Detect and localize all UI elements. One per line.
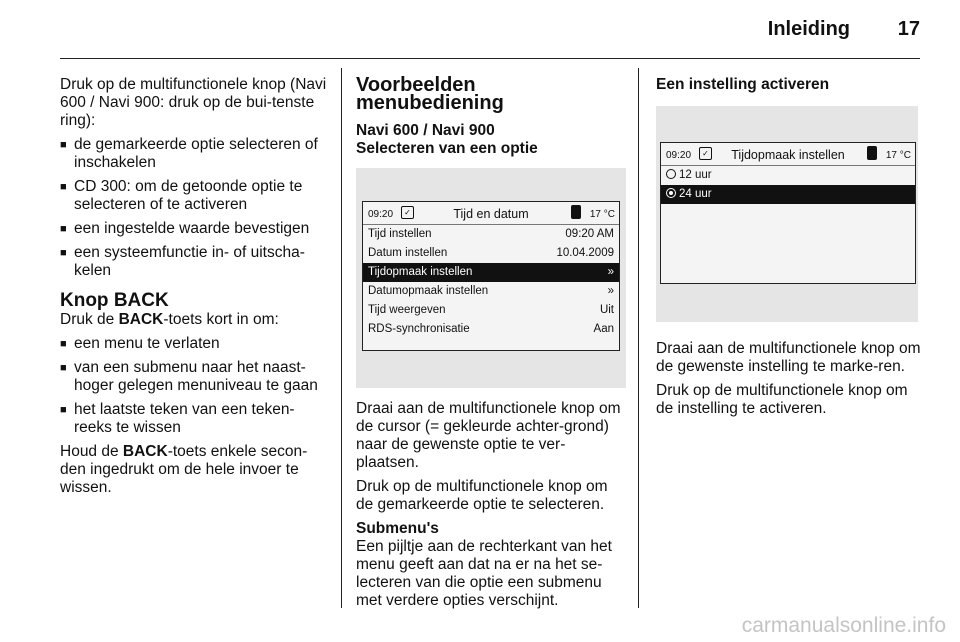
menu-item-time-format[interactable]: [363, 263, 619, 282]
column-3: [656, 76, 926, 424]
list-item: ■ een menu te verlaten: [60, 335, 328, 353]
clock-icon: ✓: [699, 147, 712, 160]
paragraph: Druk op de multifunctionele knop om de gemarkeerde optie te selecteren.: [356, 478, 608, 513]
menu-item-set-date[interactable]: [363, 244, 619, 263]
paragraph: Druk op de multifunctionele knop om de instelling te activeren.: [656, 382, 908, 417]
page-header: [60, 18, 920, 46]
menu-item-label: Datumopmaak instellen: [368, 285, 489, 297]
list-item: ■ een ingestelde waarde bevestigen: [60, 220, 328, 238]
intro-text: Druk op de multifunctionele knop (Navi 600 / Navi 900: druk op de bui-tenste ring):: [60, 76, 327, 129]
radio-icon: [666, 169, 676, 179]
submenu-arrow-icon: »: [607, 285, 614, 297]
temperature-icon: [867, 146, 877, 160]
menu-item-label: RDS-synchronisatie: [368, 323, 470, 335]
column-divider-left: [341, 68, 342, 608]
screen-topbar: [661, 143, 915, 166]
submenu-arrow-icon: »: [607, 266, 614, 278]
activate-setting-heading: Een instelling activeren: [656, 76, 830, 93]
menu-item-label: Datum instellen: [368, 247, 448, 259]
display-screen-time-format: [660, 142, 916, 284]
menu-item-date-format[interactable]: [363, 282, 619, 301]
list-item: ■ van een submenu naar het naast-hoger gelegen menuniveau te gaan: [60, 359, 328, 395]
section-title: Inleiding: [767, 18, 850, 40]
page-number: 17: [897, 18, 920, 40]
watermark: carmanualsonline.info: [741, 614, 946, 637]
clock-time: 09:20: [666, 150, 692, 161]
paragraph: Een pijltje aan de rechterkant van het menu geeft aan dat na er na het se-lecteren van die optie een submenu met verdere opties verschijnt.: [356, 538, 612, 609]
submenu-heading: Submenu's: [356, 520, 439, 537]
knob-action-list: [60, 136, 328, 280]
menu-item-set-time[interactable]: [363, 225, 619, 244]
hold-post: -toets enkele secon-den ingedrukt om de hele invoer te wissen.: [60, 443, 308, 496]
screenshot-frame-2: [656, 106, 918, 322]
menu-item-value: Aan: [593, 323, 614, 335]
back-key: BACK: [122, 443, 168, 460]
menu-item-value: Uit: [599, 304, 614, 316]
back-button-heading: Knop BACK: [60, 290, 169, 311]
back-intro-post: -toets kort in om:: [163, 311, 279, 328]
paragraph: Draai aan de multifunctionele knop om de gewenste instelling te marke-ren.: [656, 340, 921, 375]
clock-icon: ✓: [401, 206, 414, 219]
menu-item-label: Tijdopmaak instellen: [368, 266, 473, 278]
back-key: BACK: [118, 311, 164, 328]
list-item: ■ het laatste teken van een teken-reeks te wissen: [60, 401, 328, 437]
temperature: 17 °C: [589, 209, 615, 220]
menu-item-value: 10.04.2009: [556, 247, 614, 259]
radio-selected-icon: [666, 188, 676, 198]
column-divider-right: [638, 68, 639, 608]
back-intro-pre: Druk de: [60, 311, 119, 328]
column-1: [60, 76, 328, 503]
navi-heading: Navi 600 / Navi 900: [356, 122, 495, 139]
clock-time: 09:20: [368, 209, 394, 220]
select-option-heading: Selecteren van een optie: [356, 140, 538, 157]
menu-item-value: 09:20 AM: [565, 228, 614, 240]
screen-title: Tijd en datum: [453, 207, 529, 221]
list-item: ■ een systeemfunctie in- of uitscha-kelen: [60, 244, 328, 280]
hold-text: [60, 443, 328, 497]
display-screen-time-date: [362, 201, 620, 351]
screen-title: Tijdopmaak instellen: [731, 148, 845, 162]
option-24-hour[interactable]: [661, 185, 915, 204]
examples-heading: Voorbeelden menubediening: [356, 74, 504, 114]
menu-item-show-time[interactable]: [363, 301, 619, 320]
header-rule: [60, 58, 920, 59]
screenshot-frame-1: [356, 168, 626, 388]
screen-topbar: [363, 202, 619, 225]
menu-item-label: Tijd instellen: [368, 228, 432, 240]
list-item: ■ de gemarkeerde optie selecteren of inschakelen: [60, 136, 328, 172]
column-2: [356, 76, 626, 616]
menu-item-label: Tijd weergeven: [368, 304, 446, 316]
paragraph: Draai aan de multifunctionele knop om de cursor (= gekleurde achter-grond) naar de gewenste optie te ver-plaatsen.: [356, 400, 621, 471]
option-label: 12 uur: [679, 169, 712, 181]
temperature-icon: [571, 205, 581, 219]
list-item: ■ CD 300: om de getoonde optie te selecteren of te activeren: [60, 178, 328, 214]
back-intro: [60, 311, 328, 329]
option-12-hour[interactable]: [661, 166, 915, 185]
back-action-list: [60, 335, 328, 437]
option-label: 24 uur: [679, 188, 712, 200]
hold-pre: Houd de: [60, 443, 123, 460]
menu-item-rds-sync[interactable]: [363, 320, 619, 339]
temperature: 17 °C: [885, 150, 911, 161]
